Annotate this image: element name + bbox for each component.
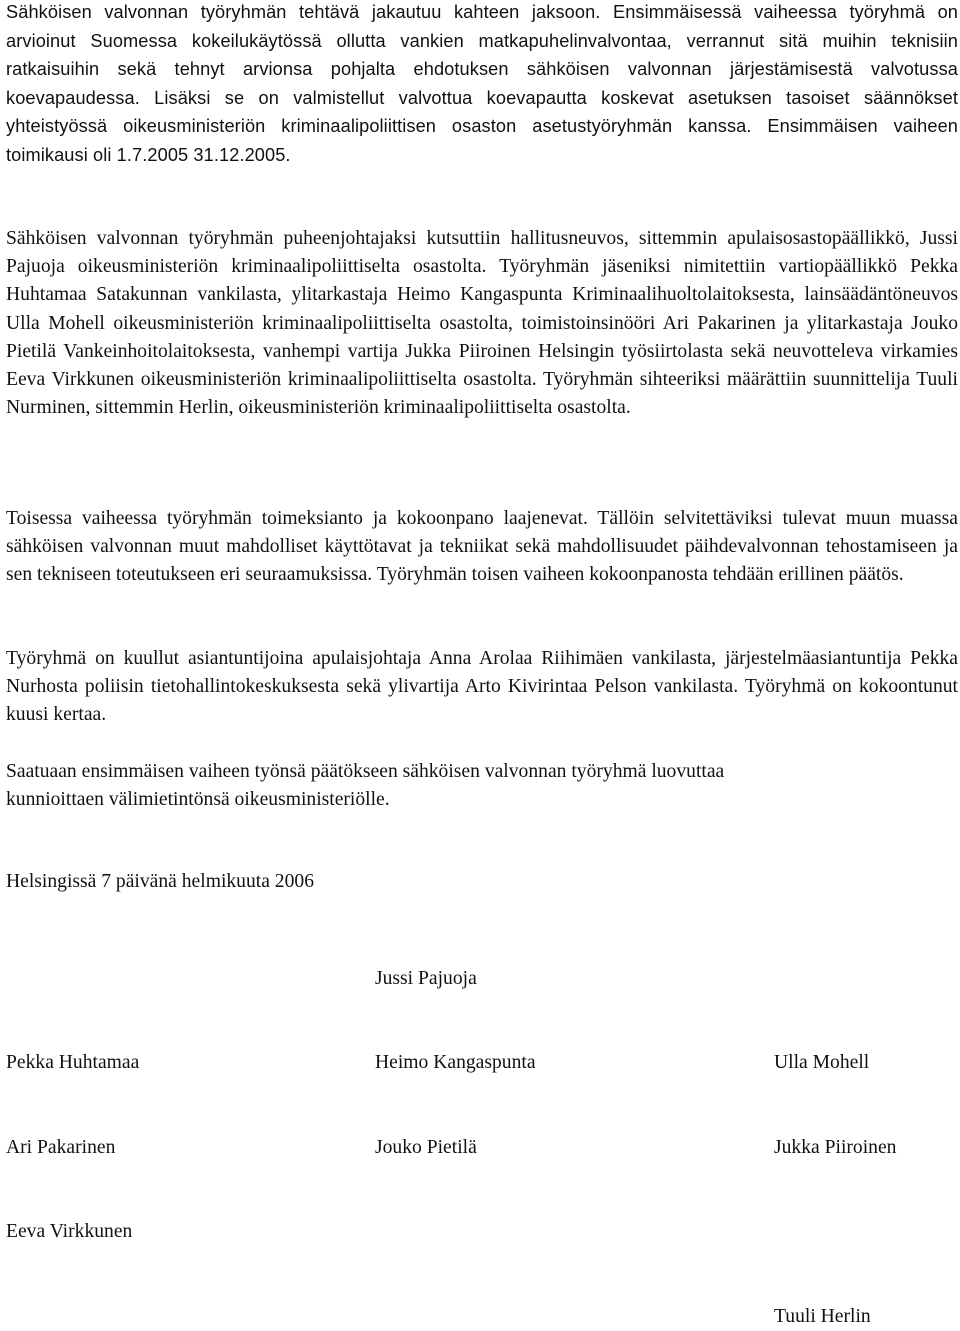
signature-member: Ari Pakarinen — [6, 1137, 116, 1158]
paragraph-experts: Työryhmä on kuullut asiantuntijoina apulaisjohtaja Anna Arolaa Riihimäen vankilasta, järjestelmäasiantuntija Pekka Nurhosta poliisin tietohallintokeskuksesta sekä ylivartija Arto Kivirintaa Pelson vankilasta. Työryhmä on kokoontunut kuusi kertaa. — [6, 648, 958, 726]
paragraph-second-phase: Toisessa vaiheessa työryhmän toimeksianto ja kokoonpano laajenevat. Tällöin selvitettäviksi tulevat muun muassa sähköisen valvonnan muut mahdolliset käyttötavat ja tekniikat sekä mahdollisuudet päihdevalvonnan tehostamiseen ja sen tekniseen toteutukseen eri seuraamuksissa. Työryhmän toisen vaiheen kokoonpanosta tehdään erillinen päätös. — [6, 508, 958, 586]
signature-member: Pekka Huhtamaa — [6, 1052, 140, 1073]
signature-member: Ulla Mohell — [774, 1052, 870, 1073]
closing-line-1: Saatuaan ensimmäisen vaiheen työnsä päätökseen sähköisen valvonnan työryhmä luovuttaa — [6, 761, 725, 782]
signature-member: Heimo Kangaspunta — [375, 1052, 536, 1073]
paragraph-task-description: Sähköisen valvonnan työryhmän tehtävä jakautuu kahteen jaksoon. Ensimmäisessä vaiheessa työryhmä on arvioinut Suomessa kokeilukäytössä ollutta vankien matkapuhelinvalvontaa, verrannut sitä muihin teknisiin ratkaisuihin sekä tehnyt arvionsa pohjalta ehdotuksen sähköisen valvonnan järjestämisestä valvotussa koevapaudessa. Lisäksi se on valmistellut valvottua koevapautta koskevat asetuksen tasoiset säännökset yhteistyössä oikeusministeriön kriminaalipoliittisen osaston asetustyöryhmän kanssa. Ensimmäisen vaiheen toimikausi oli 1.7.2005 31.12.2005. — [6, 2, 958, 165]
place-and-date: Helsingissä 7 päivänä helmikuuta 2006 — [6, 871, 314, 892]
signature-member: Eeva Virkkunen — [6, 1221, 133, 1242]
paragraph-members: Sähköisen valvonnan työryhmän puheenjohtajaksi kutsuttiin hallitusneuvos, sittemmin apulaisosastopäällikkö, Jussi Pajuoja oikeusministeriön kriminaalipoliittiselta osastolta. Työryhmän jäseniksi nimitettiin vartiopäällikkö Pekka Huhtamaa Satakunnan vankilasta, ylitarkastaja Heimo Kangaspunta Kriminaalihuoltolaitoksesta, lainsäädäntöneuvos Ulla Mohell oikeusministeriön kriminaalipoliittiselta osastolta, toimistoinsinööri Ari Pakarinen ja ylitarkastaja Jouko Pietilä Vankeinhoitolaitoksesta, vanhempi vartija Jukka Piiroinen Helsingin työsiirtolasta sekä neuvotteleva virkamies Eeva Virkkunen oikeusministeriön kriminaalipoliittiselta osastolta. Työryhmän sihteeriksi määrättiin suunnittelija Tuuli Nurminen, sittemmin Herlin, oikeusministeriön kriminaalipoliittiselta osastolta. — [6, 228, 958, 419]
signature-member: Jukka Piiroinen — [774, 1137, 897, 1158]
signature-member: Jouko Pietilä — [375, 1137, 477, 1158]
closing-line-2: kunnioittaen välimietintönsä oikeusministeriölle. — [6, 789, 390, 810]
signature-chair: Jussi Pajuoja — [375, 968, 477, 989]
signature-secretary: Tuuli Herlin — [774, 1306, 871, 1327]
